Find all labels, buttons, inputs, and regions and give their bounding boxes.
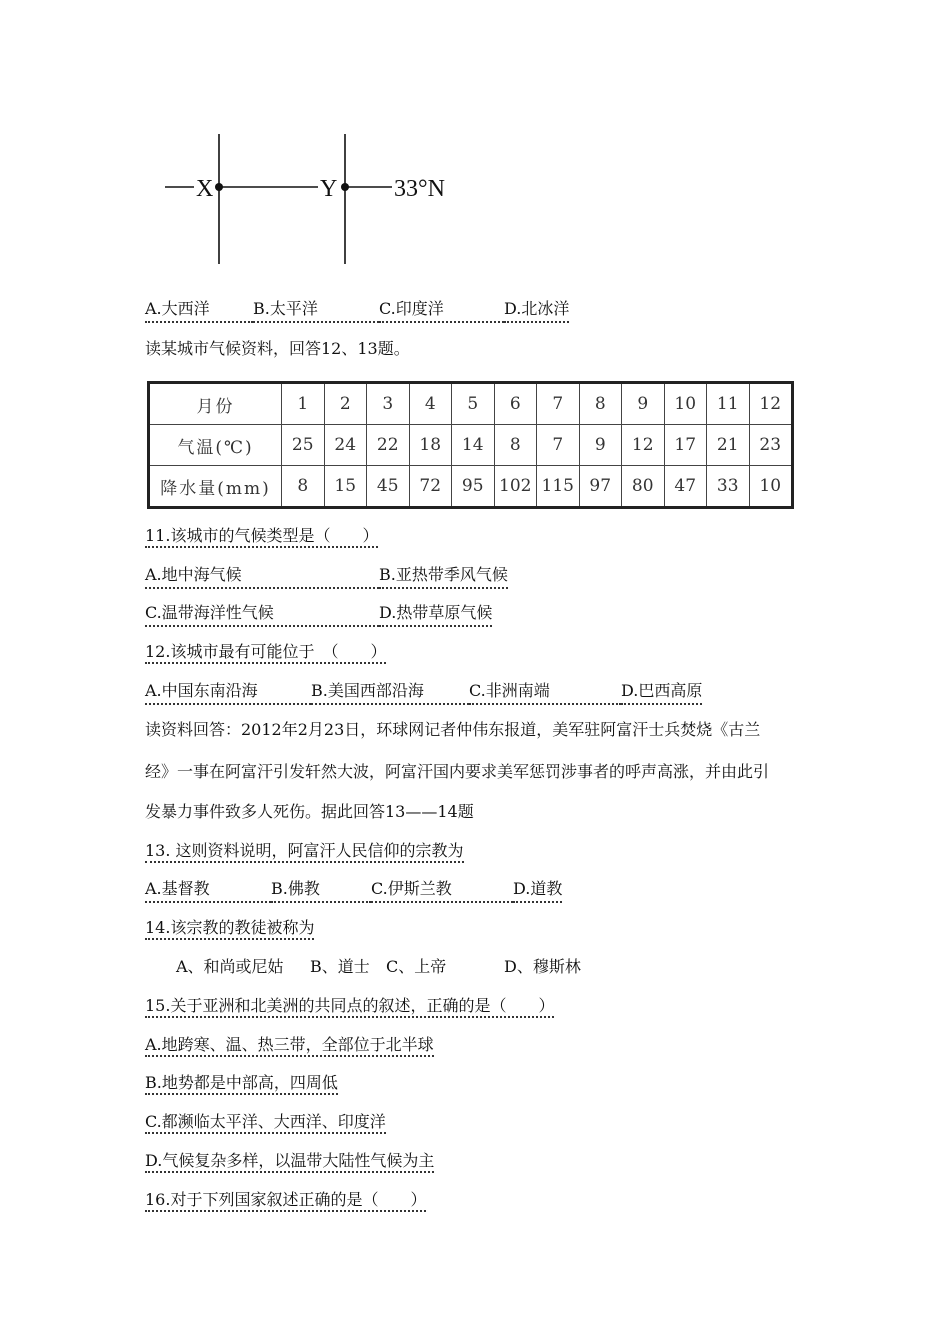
q13-options (145, 878, 562, 903)
q12-option-b: B.美国西部沿海 (311, 680, 469, 705)
q13-stem: 13. 这则资料说明，阿富汗人民信仰的宗教为 (145, 840, 464, 862)
table-cell: 22 (367, 425, 410, 466)
table-cell: 9 (579, 425, 622, 466)
q15-stem: 15.关于亚洲和北美洲的共同点的叙述，正确的是（ ） (145, 995, 554, 1017)
q14-option-b: B、道士 (310, 957, 370, 976)
table-cell: 115 (537, 466, 580, 508)
q11-option-b: B.亚热带季风气候 (379, 564, 508, 589)
point-x-dot (215, 183, 223, 191)
table-cell: 10 (664, 383, 707, 425)
table-cell: 7 (537, 425, 580, 466)
table-cell: 25 (282, 425, 325, 466)
q14-stem: 14.该宗教的教徒被称为 (145, 917, 314, 939)
q11-options-row2 (145, 602, 492, 627)
point-y-dot (341, 183, 349, 191)
table-cell: 24 (324, 425, 367, 466)
table-row-months (149, 383, 793, 425)
q14-option-d: D、穆斯林 (504, 957, 581, 976)
table-cell: 2 (324, 383, 367, 425)
q15-option-b: B.地势都是中部高，四周低 (145, 1072, 338, 1094)
intro-12-13: 读某城市气候资料，回答12、13题。 (145, 339, 410, 358)
row-header-temperature: 气温(℃) (149, 425, 282, 466)
q14-option-c: C、上帝 (386, 957, 447, 976)
table-cell: 5 (452, 383, 495, 425)
latitude-label: 33°N (394, 176, 445, 202)
table-cell: 6 (494, 383, 537, 425)
row-header-precipitation: 降水量(mm) (149, 466, 282, 508)
table-cell: 45 (367, 466, 410, 508)
table-cell: 23 (749, 425, 793, 466)
q12-option-d: D.巴西高原 (621, 680, 702, 705)
q15-option-c: C.都濒临太平洋、大西洋、印度洋 (145, 1111, 386, 1133)
q16-stem: 16.对于下列国家叙述正确的是（ ） (145, 1189, 426, 1211)
table-cell: 8 (579, 383, 622, 425)
q15-option-a: A.地跨寒、温、热三带，全部位于北半球 (145, 1034, 434, 1056)
reading-line-1: 读资料回答：2012年2月23日，环球网记者仲伟东报道，美军驻阿富汗士兵焚烧《古兰 (145, 720, 761, 739)
q13-option-d: D.道教 (513, 878, 562, 903)
q11-stem: 11.该城市的气候类型是（ ） (145, 525, 378, 547)
table-cell: 11 (707, 383, 750, 425)
q14-option-a: A、和尚或尼姑 (176, 957, 284, 976)
table-cell: 17 (664, 425, 707, 466)
q13-option-b: B.佛教 (271, 878, 371, 903)
q11-option-d: D.热带草原气候 (379, 602, 492, 627)
table-cell: 1 (282, 383, 325, 425)
table-row-precipitation (149, 466, 793, 508)
q12-option-c: C.非洲南端 (469, 680, 621, 705)
point-y-label: Y (320, 176, 338, 202)
q12-option-a: A.中国东南沿海 (145, 680, 311, 705)
latitude-diagram (160, 130, 480, 270)
reading-line-3: 发暴力事件致多人死伤。据此回答13——14题 (145, 802, 474, 821)
q14-options (176, 956, 581, 978)
row-header-month: 月份 (149, 383, 282, 425)
q10-option-d: D.北冰洋 (504, 298, 569, 323)
table-cell: 97 (579, 466, 622, 508)
table-cell: 47 (664, 466, 707, 508)
point-x-label: X (196, 176, 214, 202)
table-cell: 21 (707, 425, 750, 466)
q10-option-c: C.印度洋 (379, 298, 504, 323)
table-cell: 3 (367, 383, 410, 425)
q13-option-c: C.伊斯兰教 (371, 878, 513, 903)
q15-option-d: D.气候复杂多样，以温带大陆性气候为主 (145, 1150, 434, 1172)
table-cell: 12 (622, 425, 665, 466)
table-cell: 33 (707, 466, 750, 508)
q12-stem: 12.该城市最有可能位于 （ ） (145, 641, 386, 663)
q10-options (145, 298, 569, 323)
table-cell: 7 (537, 383, 580, 425)
table-cell: 4 (409, 383, 452, 425)
table-cell: 8 (494, 425, 537, 466)
table-cell: 102 (494, 466, 537, 508)
table-row-temperature (149, 425, 793, 466)
table-cell: 15 (324, 466, 367, 508)
q13-option-a: A.基督教 (145, 878, 271, 903)
q10-option-b: B.太平洋 (253, 298, 379, 323)
q12-options (145, 680, 702, 705)
table-cell: 10 (749, 466, 793, 508)
table-cell: 95 (452, 466, 495, 508)
q10-option-a: A.大西洋 (145, 298, 253, 323)
q11-option-c: C.温带海洋性气候 (145, 602, 379, 627)
table-cell: 8 (282, 466, 325, 508)
table-cell: 14 (452, 425, 495, 466)
table-cell: 9 (622, 383, 665, 425)
reading-line-2: 经》一事在阿富汗引发轩然大波，阿富汗国内要求美军惩罚涉事者的呼声高涨，并由此引 (145, 762, 770, 781)
table-cell: 12 (749, 383, 793, 425)
climate-table (147, 381, 794, 509)
table-cell: 72 (409, 466, 452, 508)
table-cell: 80 (622, 466, 665, 508)
q11-option-a: A.地中海气候 (145, 564, 379, 589)
q11-options-row1 (145, 564, 508, 589)
table-cell: 18 (409, 425, 452, 466)
